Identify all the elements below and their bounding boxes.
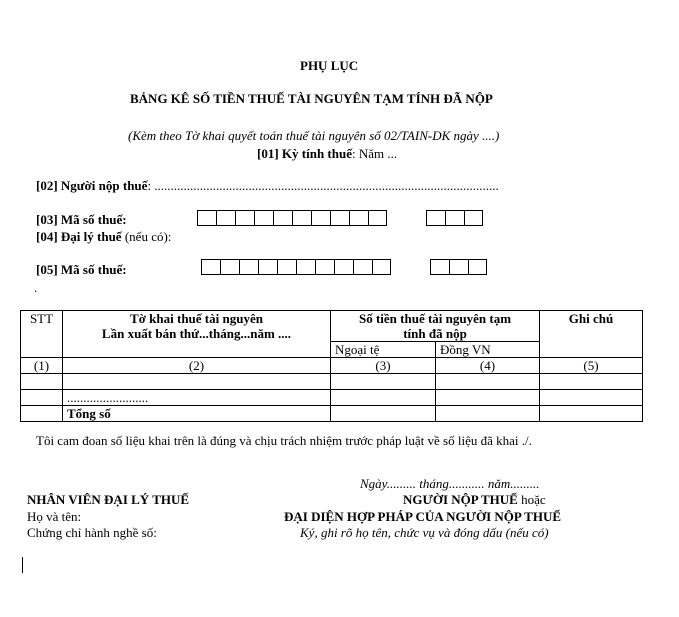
tax-code-branch-box[interactable] <box>464 210 483 226</box>
tax-code-label: [03] Mã số thuế: <box>36 212 127 227</box>
tax-code-digit-box[interactable] <box>368 210 387 226</box>
agent-tax-code-digit-box[interactable] <box>258 259 277 275</box>
table-cell[interactable] <box>436 374 540 390</box>
taxpayer-dots: : .......................................................................................................... <box>147 178 499 193</box>
stray-dot: . <box>34 280 38 295</box>
tax-code-digit-box[interactable] <box>330 210 349 226</box>
header-declaration-line1: Tờ khai thuế tài nguyên <box>130 311 263 326</box>
header-amount-line2: tính đã nộp <box>403 326 467 341</box>
taxpayer-field <box>36 178 499 194</box>
agent-label: [04] Đại lý thuế <box>36 229 122 244</box>
taxpayer-title-or: hoặc <box>517 492 546 507</box>
agent-tax-code-branch-box[interactable] <box>449 259 468 275</box>
agent-tax-code-digit-box[interactable] <box>372 259 391 275</box>
table-cell[interactable] <box>540 390 643 406</box>
agent-tax-code-digit-box[interactable] <box>353 259 372 275</box>
header-amount-line1: Số tiền thuế tài nguyên tạm <box>358 311 512 326</box>
table-cell[interactable] <box>436 390 540 406</box>
total-label: Tổng số <box>63 406 331 422</box>
header-note: Ghi chú <box>540 311 643 358</box>
table-cell[interactable] <box>21 390 63 406</box>
agent-tax-code-digit-box[interactable] <box>334 259 353 275</box>
tax-period-label: [01] Kỳ tính thuế <box>257 146 352 161</box>
tax-code-digit-box[interactable] <box>235 210 254 226</box>
document-subtitle: (Kèm theo Tờ khai quyết toán thuế tài nguyên số 02/TAIN-DK ngày ....) <box>128 128 500 143</box>
agent-tax-code-digit-box[interactable] <box>277 259 296 275</box>
table-cell[interactable] <box>331 390 436 406</box>
agent-tax-code-label: [05] Mã số thuế: <box>36 262 127 277</box>
agent-tax-code-boxes-main[interactable] <box>201 259 391 275</box>
col-number: (4) <box>436 358 540 374</box>
header-amount <box>331 311 540 342</box>
tax-code-digit-box[interactable] <box>349 210 368 226</box>
agent-tax-code-digit-box[interactable] <box>201 259 220 275</box>
agent-tax-code-branch-box[interactable] <box>468 259 487 275</box>
header-stt: STT <box>21 311 63 358</box>
table-header-row <box>21 311 643 342</box>
text-cursor <box>22 557 23 573</box>
col-number: (3) <box>331 358 436 374</box>
table-row <box>21 374 643 390</box>
tax-code-boxes-main[interactable] <box>197 210 387 226</box>
tax-code-digit-box[interactable] <box>273 210 292 226</box>
tax-code-digit-box[interactable] <box>311 210 330 226</box>
table-cell[interactable] <box>540 374 643 390</box>
legal-representative-heading: ĐẠI DIỆN HỢP PHÁP CỦA NGƯỜI NỘP THUẾ <box>284 509 561 524</box>
table-dots-cell[interactable]: ......................... <box>63 390 331 406</box>
signature-hint: Ký, ghi rõ họ tên, chức vụ và đóng dấu (nếu có) <box>300 525 549 540</box>
document-title: BẢNG KÊ SỐ TIỀN THUẾ TÀI NGUYÊN TẠM TÍNH ĐÃ NỘP <box>130 91 493 106</box>
table-row <box>21 390 643 406</box>
agent-tax-code-branch-box[interactable] <box>430 259 449 275</box>
header-foreign-currency: Ngoại tệ <box>331 342 436 358</box>
header-declaration-line2: Lần xuất bán thứ...tháng...năm .... <box>101 326 292 341</box>
agent-field <box>36 229 171 245</box>
table-cell[interactable] <box>540 406 643 422</box>
table-cell[interactable] <box>331 406 436 422</box>
col-number: (1) <box>21 358 63 374</box>
tax-code-boxes-branch[interactable] <box>426 210 483 226</box>
agent-tax-code-digit-box[interactable] <box>296 259 315 275</box>
agent-staff-heading: NHÂN VIÊN ĐẠI LÝ THUẾ <box>27 492 190 507</box>
table-cell[interactable] <box>331 374 436 390</box>
tax-code-digit-box[interactable] <box>292 210 311 226</box>
col-number: (5) <box>540 358 643 374</box>
tax-code-branch-box[interactable] <box>445 210 464 226</box>
tax-code-digit-box[interactable] <box>197 210 216 226</box>
table-total-row <box>21 406 643 422</box>
taxpayer-title <box>403 492 546 508</box>
tax-period <box>257 146 397 162</box>
staff-name-label: Họ và tên: <box>27 509 82 524</box>
header-vnd: Đồng VN <box>436 342 540 358</box>
agent-tax-code-digit-box[interactable] <box>315 259 334 275</box>
table-cell[interactable] <box>436 406 540 422</box>
tax-code-branch-box[interactable] <box>426 210 445 226</box>
commitment-statement: Tôi cam đoan số liệu khai trên là đúng và chịu trách nhiệm trước pháp luật về số liệu đã khai ./. <box>36 433 532 448</box>
col-number: (2) <box>63 358 331 374</box>
tax-period-value: : Năm ... <box>351 146 398 161</box>
table-cell[interactable] <box>21 406 63 422</box>
tax-payment-table <box>20 310 643 422</box>
appendix-heading: PHỤ LỤC <box>300 58 359 73</box>
taxpayer-title-bold: NGƯỜI NỘP THUẾ <box>403 492 518 507</box>
table-column-number-row <box>21 358 643 374</box>
taxpayer-label: [02] Người nộp thuế <box>36 178 148 193</box>
practice-certificate-label: Chứng chỉ hành nghề số: <box>27 525 157 540</box>
agent-tax-code-digit-box[interactable] <box>239 259 258 275</box>
tax-code-digit-box[interactable] <box>216 210 235 226</box>
tax-code-digit-box[interactable] <box>254 210 273 226</box>
agent-tax-code-digit-box[interactable] <box>220 259 239 275</box>
header-declaration <box>63 311 331 358</box>
table-cell[interactable] <box>21 374 63 390</box>
date-line: Ngày......... tháng........... năm......... <box>360 476 540 491</box>
agent-tax-code-boxes-branch[interactable] <box>430 259 487 275</box>
agent-suffix: (nếu có): <box>121 229 172 244</box>
table-cell[interactable] <box>63 374 331 390</box>
